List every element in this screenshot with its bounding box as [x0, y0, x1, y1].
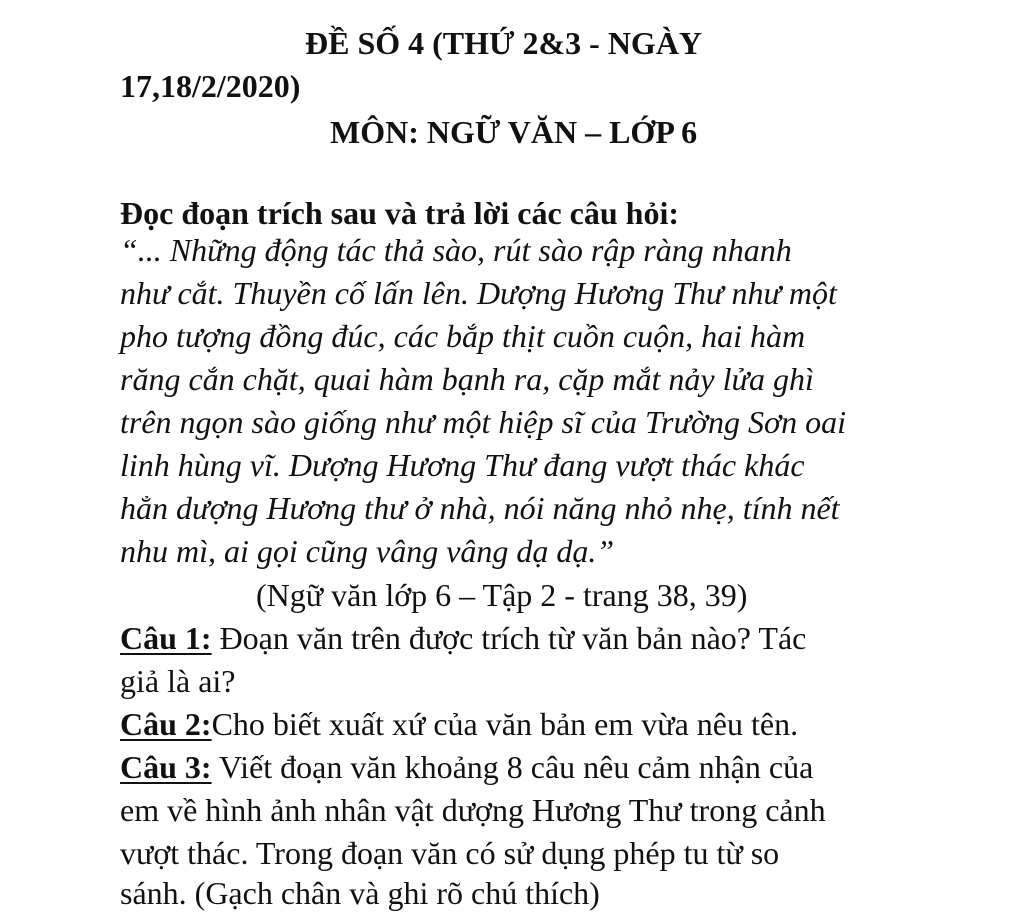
- question-3-label: Câu 3:: [120, 749, 212, 785]
- question-2-text: Cho biết xuất xứ của văn bản em vừa nêu tên.: [211, 706, 799, 742]
- question-3-continued: em về hình ảnh nhân vật dượng Hương Thư trong cảnh: [120, 792, 826, 828]
- excerpt-line: linh hùng vĩ. Dượng Hương Thư đang vượt thác khác: [120, 447, 805, 483]
- excerpt-line: “... Những động tác thả sào, rút sào rập ràng nhanh: [120, 232, 792, 268]
- question-2-label: Câu 2:: [120, 706, 212, 742]
- instruction-text: Đọc đoạn trích sau và trả lời các câu hỏi:: [120, 195, 680, 231]
- source-citation: (Ngữ văn lớp 6 – Tập 2 - trang 38, 39): [256, 577, 748, 613]
- question-1-label: Câu 1:: [120, 620, 212, 656]
- excerpt-line: như cắt. Thuyền cố lấn lên. Dượng Hương Thư như một: [120, 275, 837, 311]
- title-line-2: 17,18/2/2020): [120, 68, 301, 104]
- excerpt-line: nhu mì, ai gọi cũng vâng vâng dạ dạ.”: [120, 533, 615, 569]
- question-1-text: Đoạn văn trên được trích từ văn bản nào? Tác: [211, 620, 807, 656]
- subject-heading: MÔN: NGỮ VĂN – LỚP 6: [330, 114, 698, 150]
- question-1: [120, 617, 806, 659]
- excerpt-line: trên ngọn sào giống như một hiệp sĩ của Trường Sơn oai: [120, 404, 846, 440]
- question-3-text: Viết đoạn văn khoảng 8 câu nêu cảm nhận của: [211, 749, 814, 785]
- question-1-continued: giả là ai?: [120, 663, 236, 699]
- question-3-continued: vượt thác. Trong đoạn văn có sử dụng phép tu từ so: [120, 835, 780, 871]
- question-3-continued: sánh. (Gạch chân và ghi rõ chú thích): [120, 875, 600, 911]
- excerpt-line: răng cắn chặt, quai hàm bạnh ra, cặp mắt nảy lửa ghì: [120, 361, 814, 397]
- question-3: [120, 746, 813, 788]
- excerpt-line: pho tượng đồng đúc, các bắp thịt cuồn cuộn, hai hàm: [120, 318, 806, 354]
- question-2: [120, 703, 798, 745]
- title-line-1: ĐỀ SỐ 4 (THỨ 2&3 - NGÀY: [305, 25, 703, 61]
- excerpt-line: hẳn dượng Hương thư ở nhà, nói năng nhỏ nhẹ, tính nết: [120, 490, 840, 526]
